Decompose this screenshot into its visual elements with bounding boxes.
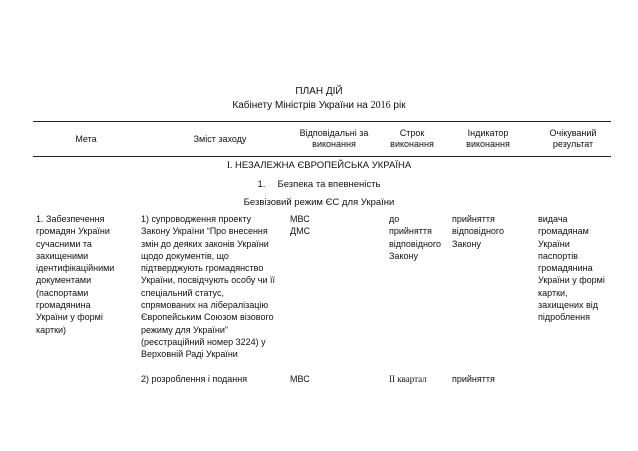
row1-responsible: МВС ДМС — [290, 214, 311, 237]
header-goal: Мета — [75, 133, 97, 144]
header-indicator: Індикатор виконання — [466, 128, 510, 149]
table-top-rule — [33, 121, 611, 122]
row1-term: до прийняття відповідного Закону — [389, 214, 442, 261]
header-bottom-rule — [33, 156, 611, 157]
subtitle-year: 2016 — [370, 100, 391, 111]
section-number: I. — [226, 161, 233, 171]
subtitle-prefix: Кабінету Міністрів України на — [232, 100, 371, 111]
subsection-number: 1. — [257, 179, 266, 190]
header-term: Строк виконання — [390, 128, 434, 149]
subsection-heading — [0, 179, 638, 191]
doc-subtitle — [0, 100, 638, 112]
section-title: НЕЗАЛЕЖНА ЄВРОПЕЙСЬКА УКРАЇНА — [232, 160, 412, 171]
row1-indicator: прийняття відповідного Закону — [452, 214, 505, 249]
row1-content: 1) супроводження проекту Закону України “Про внесення змін до деяких законів України щодо документів, що підтверджують громадянство України, посвідчують особу чи її спеціальний статус, спрямованих на лібералізацію Європейським Союзом візового режиму для України” (реєстраційний номер 3224) у Верховній Раді України — [141, 214, 276, 360]
subtitle-suffix: рік — [390, 100, 406, 111]
header-responsible: Відповідальні за виконання — [299, 128, 369, 149]
row1-goal: 1. Забезпечення громадян України сучасними та захищеними ідентифікаційними документами (паспортами громадянина України у формі картки) — [36, 214, 115, 335]
row2-content: 2) розроблення і подання — [141, 374, 248, 384]
section-heading — [0, 160, 638, 172]
header-result: Очікуваний результат — [549, 128, 597, 149]
row2-term: II квартал — [389, 374, 427, 384]
doc-title: ПЛАН ДІЙ — [295, 86, 343, 97]
row2-indicator: прийняття — [452, 374, 495, 384]
subsection-title: Безпека та впевненість — [277, 179, 381, 190]
header-content: Зміст заходу — [193, 133, 247, 144]
regime-heading: Безвізовий режим ЄС для України — [243, 197, 395, 208]
row1-result: видача громадянам України паспортів громадянина України у формі картки, захищених від підроблення — [538, 214, 605, 323]
row2-responsible: МВС — [290, 374, 310, 384]
